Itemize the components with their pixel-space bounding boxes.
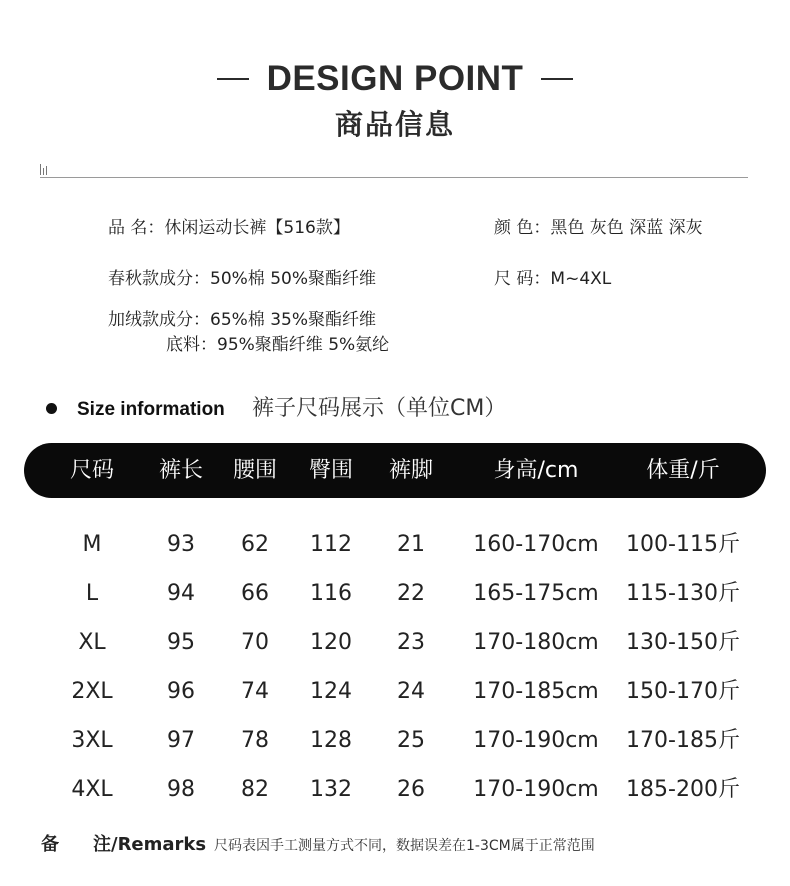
header-cell-hem: 裤脚 bbox=[388, 458, 434, 483]
cell-weight: 185-200斤 bbox=[626, 777, 740, 802]
product-color-value: 黑色 灰色 深蓝 深灰 bbox=[550, 218, 703, 238]
header-title-row bbox=[0, 57, 790, 101]
cell-length: 94 bbox=[167, 581, 195, 606]
cell-waist: 66 bbox=[241, 581, 269, 606]
product-name-label: 品 名： bbox=[108, 218, 165, 238]
cell-size: 3XL bbox=[71, 728, 113, 753]
cell-length: 98 bbox=[167, 777, 195, 802]
product-color-label: 颜 色： bbox=[494, 218, 551, 238]
title-en: DESIGN POINT bbox=[266, 59, 524, 98]
cell-length: 93 bbox=[167, 532, 195, 557]
title-cn: 商品信息 bbox=[334, 108, 455, 141]
cell-waist: 82 bbox=[241, 777, 269, 802]
product-size-label: 尺 码： bbox=[494, 269, 551, 289]
cell-height: 165-175cm bbox=[473, 581, 599, 606]
cell-hip: 124 bbox=[310, 679, 352, 704]
product-color-row bbox=[494, 216, 703, 240]
cell-size: XL bbox=[78, 630, 106, 655]
cell-hip: 132 bbox=[310, 777, 352, 802]
cell-weight: 115-130斤 bbox=[626, 581, 740, 606]
lining-composition-value: 95%聚酯纤维 5%氨纶 bbox=[217, 335, 390, 355]
bullet-icon bbox=[46, 403, 57, 414]
cell-size: 2XL bbox=[71, 679, 113, 704]
cell-waist: 74 bbox=[241, 679, 269, 704]
title-left-dash bbox=[217, 78, 249, 80]
cell-length: 96 bbox=[167, 679, 195, 704]
cell-hip: 116 bbox=[310, 581, 352, 606]
fleece-composition-value: 65%棉 35%聚酯纤维 bbox=[210, 310, 376, 330]
cell-size: 4XL bbox=[71, 777, 113, 802]
cell-size: L bbox=[85, 581, 99, 606]
remarks-text: 尺码表因手工测量方式不同，数据误差在1-3CM属于正常范围 bbox=[214, 838, 595, 854]
cell-length: 95 bbox=[167, 630, 195, 655]
header-cell-hip: 臀围 bbox=[308, 458, 354, 483]
cell-waist: 70 bbox=[241, 630, 269, 655]
cell-weight: 100-115斤 bbox=[626, 532, 740, 557]
header-cell-waist: 腰围 bbox=[232, 458, 278, 483]
cell-hem: 21 bbox=[397, 532, 425, 557]
cell-weight: 150-170斤 bbox=[626, 679, 740, 704]
header-cell-length: 裤长 bbox=[158, 458, 204, 483]
rule-marker-icon bbox=[40, 163, 47, 175]
header-cell-size: 尺码 bbox=[69, 458, 115, 483]
spring-composition-label: 春秋款成分： bbox=[108, 269, 210, 289]
cell-size: M bbox=[82, 532, 102, 557]
lining-composition-label: 底料： bbox=[166, 335, 217, 355]
cell-weight: 130-150斤 bbox=[626, 630, 740, 655]
size-info-title-en: Size information bbox=[77, 399, 225, 420]
cell-height: 170-185cm bbox=[473, 679, 599, 704]
cell-hem: 25 bbox=[397, 728, 425, 753]
fleece-composition-label: 加绒款成分： bbox=[108, 310, 210, 330]
product-size-row bbox=[494, 267, 611, 291]
cell-height: 170-190cm bbox=[473, 777, 599, 802]
cell-hip: 128 bbox=[310, 728, 352, 753]
cell-hem: 22 bbox=[397, 581, 425, 606]
cell-height: 160-170cm bbox=[473, 532, 599, 557]
product-name-row bbox=[108, 216, 350, 240]
size-info-title-cn: 裤子尺码展示（单位CM） bbox=[252, 396, 507, 421]
cell-hem: 26 bbox=[397, 777, 425, 802]
spring-composition-value: 50%棉 50%聚酯纤维 bbox=[210, 269, 376, 289]
cell-waist: 78 bbox=[241, 728, 269, 753]
cell-hip: 112 bbox=[310, 532, 352, 557]
lining-composition-row bbox=[166, 333, 389, 357]
remarks-label-a: 备 bbox=[41, 834, 59, 855]
cell-height: 170-180cm bbox=[473, 630, 599, 655]
cell-length: 97 bbox=[167, 728, 195, 753]
divider bbox=[40, 177, 748, 178]
cell-waist: 62 bbox=[241, 532, 269, 557]
cell-height: 170-190cm bbox=[473, 728, 599, 753]
header-cell-height: 身高/cm bbox=[493, 458, 579, 483]
cell-hem: 23 bbox=[397, 630, 425, 655]
cell-weight: 170-185斤 bbox=[626, 728, 740, 753]
spring-composition-row bbox=[108, 267, 376, 291]
remarks-label-b: 注/Remarks bbox=[93, 834, 207, 855]
fleece-composition-row bbox=[108, 308, 376, 332]
title-right-dash bbox=[541, 78, 573, 80]
header-cell-weight: 体重/斤 bbox=[646, 458, 720, 483]
cell-hem: 24 bbox=[397, 679, 425, 704]
product-size-value: M~4XL bbox=[550, 269, 612, 289]
product-name-value: 休闲运动长裤【516款】 bbox=[164, 218, 350, 238]
cell-hip: 120 bbox=[310, 630, 352, 655]
